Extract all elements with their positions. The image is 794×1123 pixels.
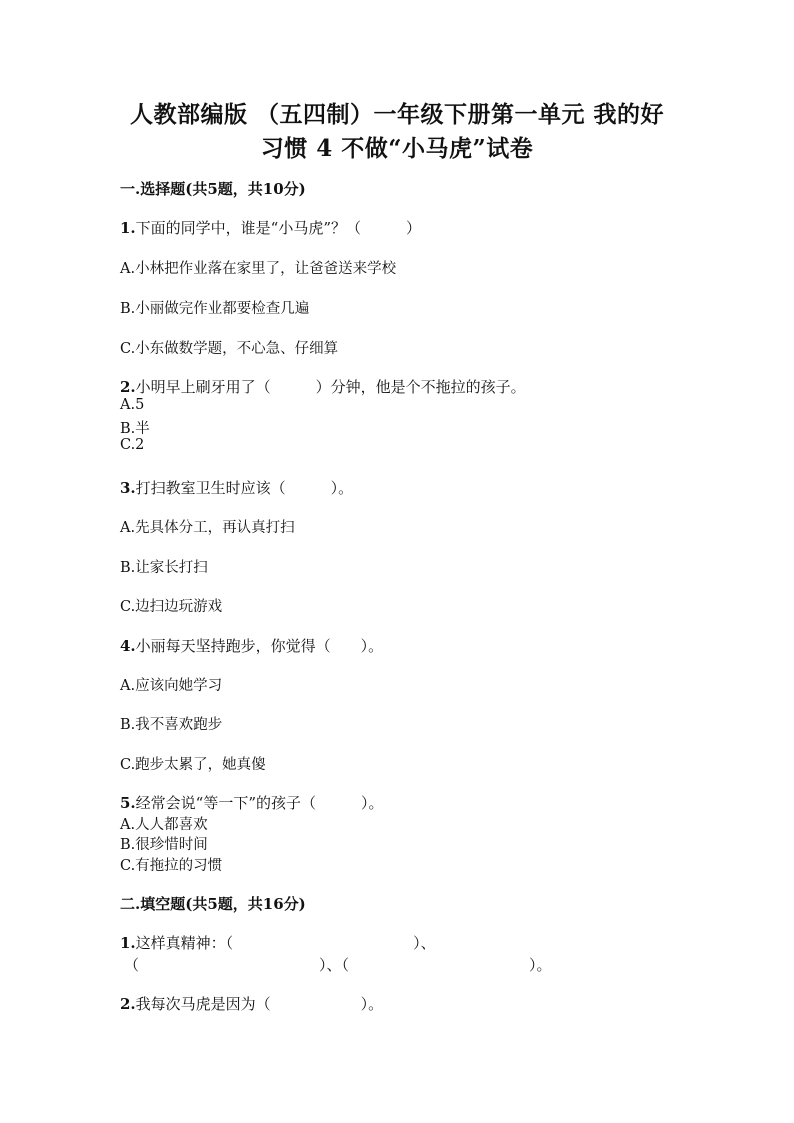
- question-3: [120, 477, 353, 498]
- option-c: C.小东做数学题，不心急、仔细算: [120, 341, 339, 357]
- option-b: B.半: [120, 421, 150, 437]
- question-text: 小丽每天坚持跑步，你觉得（ ）。: [135, 637, 384, 655]
- document-title-line-1: 人教部编版 （五四制）一年级下册第一单元 我的好: [129, 101, 664, 128]
- fill-question-1-line-2: （ ）、（ ）。: [124, 956, 552, 974]
- question-number: 1.: [120, 934, 136, 952]
- question-4: [120, 635, 383, 656]
- question-number: 2.: [120, 378, 136, 396]
- section-heading-choice: 一.选择题(共5题，共10分): [120, 180, 306, 198]
- question-number: 3.: [120, 479, 136, 497]
- option-a: A.5: [120, 397, 145, 413]
- question-2: [120, 376, 526, 397]
- question-text: 这样真精神：（ ）、: [135, 934, 436, 952]
- option-a: A.人人都喜欢: [120, 817, 208, 833]
- option-b: B.我不喜欢跑步: [120, 717, 223, 733]
- option-b: B.很珍惜时间: [120, 837, 208, 853]
- option-a: A.先具体分工，再认真打扫: [120, 520, 295, 536]
- question-number: 4.: [120, 637, 136, 655]
- option-c: C.有拖拉的习惯: [120, 858, 223, 874]
- question-text: 打扫教室卫生时应该（ ）。: [135, 479, 354, 497]
- option-b: B.小丽做完作业都要检查几遍: [120, 301, 310, 317]
- fill-question-2: [120, 993, 383, 1014]
- question-text: 下面的同学中，谁是“小马虎”？（ ）: [135, 219, 422, 237]
- question-5: [120, 792, 384, 813]
- option-a: A.小林把作业落在家里了，让爸爸送来学校: [120, 261, 397, 277]
- question-text: 小明早上刷牙用了（ ）分钟，他是个不拖拉的孩子。: [135, 378, 526, 396]
- option-c: C.2: [120, 437, 145, 453]
- question-number: 2.: [120, 995, 136, 1013]
- question-1: [120, 217, 421, 238]
- question-number: 1.: [120, 219, 136, 237]
- fill-question-1: [120, 932, 436, 953]
- option-b: B.让家长打扫: [120, 560, 208, 576]
- option-a: A.应该向她学习: [120, 678, 223, 694]
- question-number: 5.: [120, 794, 136, 812]
- option-c: C.边扫边玩游戏: [120, 599, 223, 615]
- question-text: 经常会说“等一下”的孩子（ ）。: [135, 794, 384, 812]
- question-text: 我每次马虎是因为（ ）。: [135, 995, 384, 1013]
- section-heading-fill-in: 二.填空题(共5题，共16分): [120, 895, 306, 913]
- option-c: C.跑步太累了，她真傻: [120, 757, 266, 773]
- document-title-line-2: 习惯 4 不做“小马虎”试卷: [260, 135, 534, 162]
